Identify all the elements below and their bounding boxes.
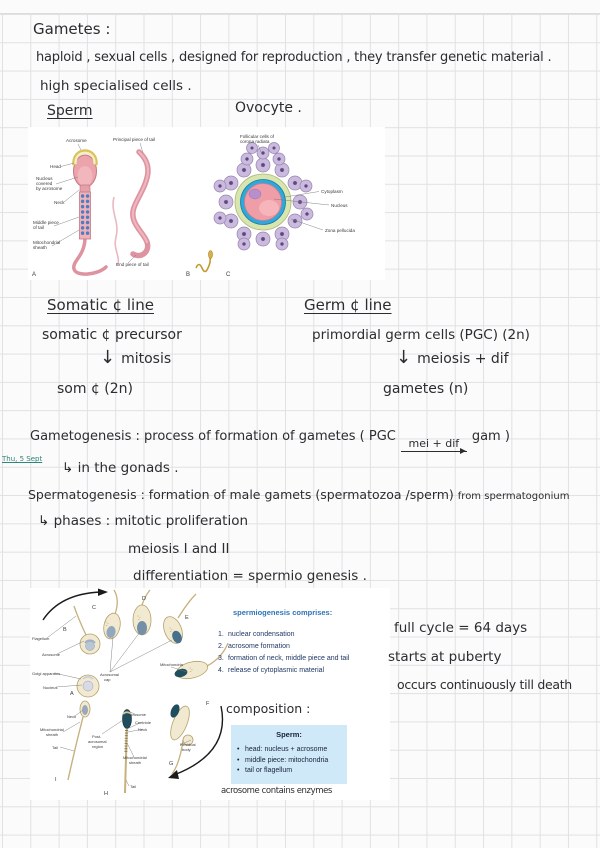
mito-sheath-label-2a: Mitochondrial bbox=[123, 755, 147, 760]
top-arrow-head bbox=[98, 589, 108, 597]
post-acrosomal-label-1: Post- bbox=[92, 734, 102, 739]
nucleus-a bbox=[83, 681, 93, 691]
composition-box-title: Sperm: bbox=[276, 730, 302, 739]
nucleus-label: Nucleus bbox=[43, 685, 58, 690]
germ-line-heading: Germ ¢ line bbox=[304, 296, 392, 314]
mito-sheath-label-2: sheath bbox=[33, 245, 47, 250]
germ-precursor: primordial germ cells (PGC) (2n) bbox=[312, 327, 530, 343]
definition-line-1: haploid , sexual cells , designed for reproduction , they transfer genetic material . bbox=[36, 50, 552, 65]
down-arrow-glyph: ↓ bbox=[100, 347, 116, 368]
list-item bbox=[218, 653, 349, 665]
neck-label-1: Neck bbox=[67, 714, 77, 719]
nucleus-label-1: Nucleus bbox=[36, 176, 53, 181]
somatic-precursor: somatic ¢ precursor bbox=[42, 327, 182, 343]
acrosome-label: Acrosome bbox=[66, 138, 87, 143]
gametogenesis-text-pre: Gametogenesis : process of formation of gametes ( PGC bbox=[30, 429, 396, 444]
definition-line-2: high specialised cells . bbox=[40, 78, 192, 94]
small-sperm-head bbox=[209, 251, 213, 259]
bullet-item bbox=[237, 766, 347, 777]
bullet-text: tail or flagellum bbox=[245, 767, 293, 774]
acrosomal-cap-label-2: cap bbox=[104, 677, 111, 682]
sperm-heading: Sperm bbox=[47, 103, 93, 119]
flagellum-b bbox=[74, 606, 86, 635]
nucleus-label-3: by acrosome bbox=[36, 186, 63, 191]
tail-i bbox=[68, 717, 83, 780]
cytoplasm-label: Cytoplasm bbox=[321, 189, 343, 194]
follicular-label-2: corona radiata bbox=[240, 139, 270, 144]
somatic-result: som ¢ (2n) bbox=[57, 381, 134, 397]
phase-meiosis: meiosis I and II bbox=[128, 541, 230, 557]
head-label: Head bbox=[50, 164, 61, 169]
gametogenesis-definition bbox=[30, 429, 510, 452]
head-highlight bbox=[78, 166, 93, 186]
list-item-text: nuclear condensation bbox=[228, 631, 295, 638]
sperm-composition-box bbox=[231, 725, 347, 784]
mei-dif-arrow-label: mei + dif bbox=[408, 437, 460, 450]
list-item-text: release of cytoplasmic material bbox=[228, 667, 325, 674]
page-title: Gametes : bbox=[33, 20, 111, 38]
middle-piece-label-2: of tail bbox=[33, 225, 44, 230]
letter-e: E bbox=[185, 615, 189, 621]
list-item bbox=[218, 665, 349, 677]
cell-e bbox=[160, 614, 186, 646]
small-sperm-icon bbox=[186, 251, 213, 279]
list-item-text: acrosome formation bbox=[228, 643, 290, 650]
list-item-number: 3. bbox=[218, 655, 224, 662]
sperm-cell-drawing bbox=[74, 152, 148, 275]
zona-pellucida-label: Zona pellucida bbox=[325, 228, 355, 233]
mei-dif-arrow bbox=[401, 438, 467, 452]
flagellum-label: Flagellum bbox=[32, 636, 50, 641]
golgi-label: Golgi apparatus bbox=[32, 671, 61, 676]
secondary-tail-line bbox=[113, 197, 118, 265]
phases-line: ↳ phases : mitotic proliferation bbox=[38, 513, 249, 529]
page-top-margin bbox=[0, 0, 600, 14]
panel-a-letter: A bbox=[32, 272, 37, 278]
cytoplasm-highlight bbox=[259, 200, 279, 216]
acrosomal-cap-label-1: Acrosomal bbox=[100, 672, 119, 677]
stage-cells bbox=[68, 590, 228, 793]
germ-arrow-label: meiosis + dif bbox=[417, 351, 509, 367]
bullet-text: middle piece: mitochondria bbox=[245, 756, 329, 764]
somatic-arrow-label: mitosis bbox=[121, 351, 172, 367]
letter-d: D bbox=[142, 596, 146, 602]
figure-sperm-ovocyte bbox=[28, 127, 385, 280]
somatic-arrow-step bbox=[100, 347, 171, 368]
letter-g: G bbox=[169, 761, 174, 767]
stage-letters bbox=[55, 596, 210, 797]
centriole-label: Centriole bbox=[135, 720, 152, 725]
spermiogenesis-comprises-heading: spermiogenesis comprises: bbox=[233, 608, 333, 617]
residual-body-label-2: body bbox=[182, 747, 191, 752]
list-item-number: 1. bbox=[218, 631, 224, 638]
letter-h: H bbox=[104, 791, 108, 797]
follicular-label-1: Follicular cells of bbox=[240, 134, 274, 139]
letter-a: A bbox=[70, 691, 74, 697]
middle-piece-label-1: Middle piece bbox=[33, 220, 59, 225]
bullet-text: head: nucleus + acrosome bbox=[245, 746, 328, 753]
nucleus-d bbox=[137, 621, 147, 635]
gametogenesis-text-post: gam ) bbox=[471, 429, 510, 444]
ovocyte-drawing bbox=[214, 143, 313, 251]
side-note-puberty: starts at puberty bbox=[388, 649, 502, 665]
somatic-line-heading: Somatic ¢ line bbox=[47, 296, 154, 314]
bullet-glyph: • bbox=[237, 767, 240, 774]
tail-label-1: Tail bbox=[52, 745, 59, 750]
principal-piece-label: Principal piece of tail bbox=[113, 137, 156, 142]
cycle-arrows bbox=[43, 589, 222, 780]
list-item-text: formation of neck, middle piece and tail bbox=[228, 655, 350, 662]
bullet-glyph: • bbox=[237, 746, 240, 753]
bullet-item bbox=[237, 756, 347, 767]
post-acrosomal-label-2: acrosomal bbox=[88, 739, 107, 744]
letter-b: B bbox=[63, 627, 67, 633]
spermatogenesis-text-main: Spermatogenesis : formation of male gamets (spermatozoa /sperm) bbox=[28, 487, 458, 502]
sperm-ovocyte-diagram bbox=[28, 127, 385, 280]
side-note-continuous: occurs continuously till death bbox=[397, 677, 572, 692]
end-piece-label: End piece of tail bbox=[116, 262, 149, 267]
letter-c: C bbox=[92, 605, 96, 611]
list-item bbox=[218, 641, 349, 653]
tail-label-2: Tail bbox=[130, 784, 137, 789]
list-item-number: 4. bbox=[218, 667, 224, 674]
mito-sheath-label-2b: sheath bbox=[129, 760, 142, 765]
ovocyte-nucleus-label: Nucleus bbox=[331, 203, 348, 208]
germ-result: gametes (n) bbox=[383, 381, 469, 397]
mito-sheath-label-1b: sheath bbox=[46, 732, 59, 737]
letter-i: I bbox=[55, 777, 57, 783]
nucleus-label-2: covered bbox=[36, 181, 53, 186]
nucleus-b bbox=[86, 642, 95, 651]
ovocyte-nucleus-shape bbox=[249, 189, 261, 199]
list-item bbox=[218, 629, 349, 641]
post-acrosomal-label-3: region bbox=[92, 744, 104, 749]
gametogenesis-location: ↳ in the gonads . bbox=[62, 460, 179, 476]
mito-sheath-label-1: Mitochondrial bbox=[33, 240, 61, 245]
small-sperm-tail bbox=[196, 257, 210, 272]
phase-differentiation: differentiation = spermio genesis . bbox=[133, 568, 367, 584]
spermatogenesis-definition bbox=[28, 487, 569, 502]
down-arrow-glyph: ↓ bbox=[396, 347, 412, 368]
mito-sheath-h bbox=[126, 730, 127, 752]
germ-arrow-step bbox=[396, 347, 509, 368]
ovocyte-heading: Ovocyte . bbox=[235, 100, 302, 116]
list-item-number: 2. bbox=[218, 643, 224, 650]
tail-shape bbox=[74, 239, 106, 274]
right-arrow-shaft bbox=[401, 451, 467, 452]
neck-label: Neck bbox=[54, 200, 65, 205]
side-note-cycle: full cycle = 64 days bbox=[394, 620, 528, 636]
panel-b-letter: B bbox=[186, 272, 191, 278]
composition-bullets bbox=[231, 745, 347, 777]
bullet-item bbox=[237, 745, 347, 756]
date-annotation: Thu, 5 Sept bbox=[2, 455, 43, 463]
panel-c-letter: C bbox=[226, 272, 231, 278]
bullet-glyph: • bbox=[237, 756, 240, 764]
spermatogenesis-text-small: from spermatogonium bbox=[457, 491, 570, 502]
letter-f: F bbox=[206, 701, 210, 707]
neck-label-2: Neck bbox=[138, 727, 148, 732]
mito-sheath-label-1a: Mitochondrial bbox=[40, 727, 64, 732]
composition-heading: composition : bbox=[226, 701, 311, 716]
acrosome-label: Acrosome bbox=[42, 652, 61, 657]
acrosome-label-2: Acrosome bbox=[128, 712, 147, 717]
residual-body-label-1: Residual bbox=[180, 742, 196, 747]
spermiogenesis-comprises-list bbox=[218, 629, 349, 677]
flagellum-c bbox=[114, 590, 117, 614]
acrosome-footnote: acrosome contains enzymes bbox=[221, 786, 332, 796]
mitochondria-label: Mitochondria bbox=[160, 662, 183, 667]
